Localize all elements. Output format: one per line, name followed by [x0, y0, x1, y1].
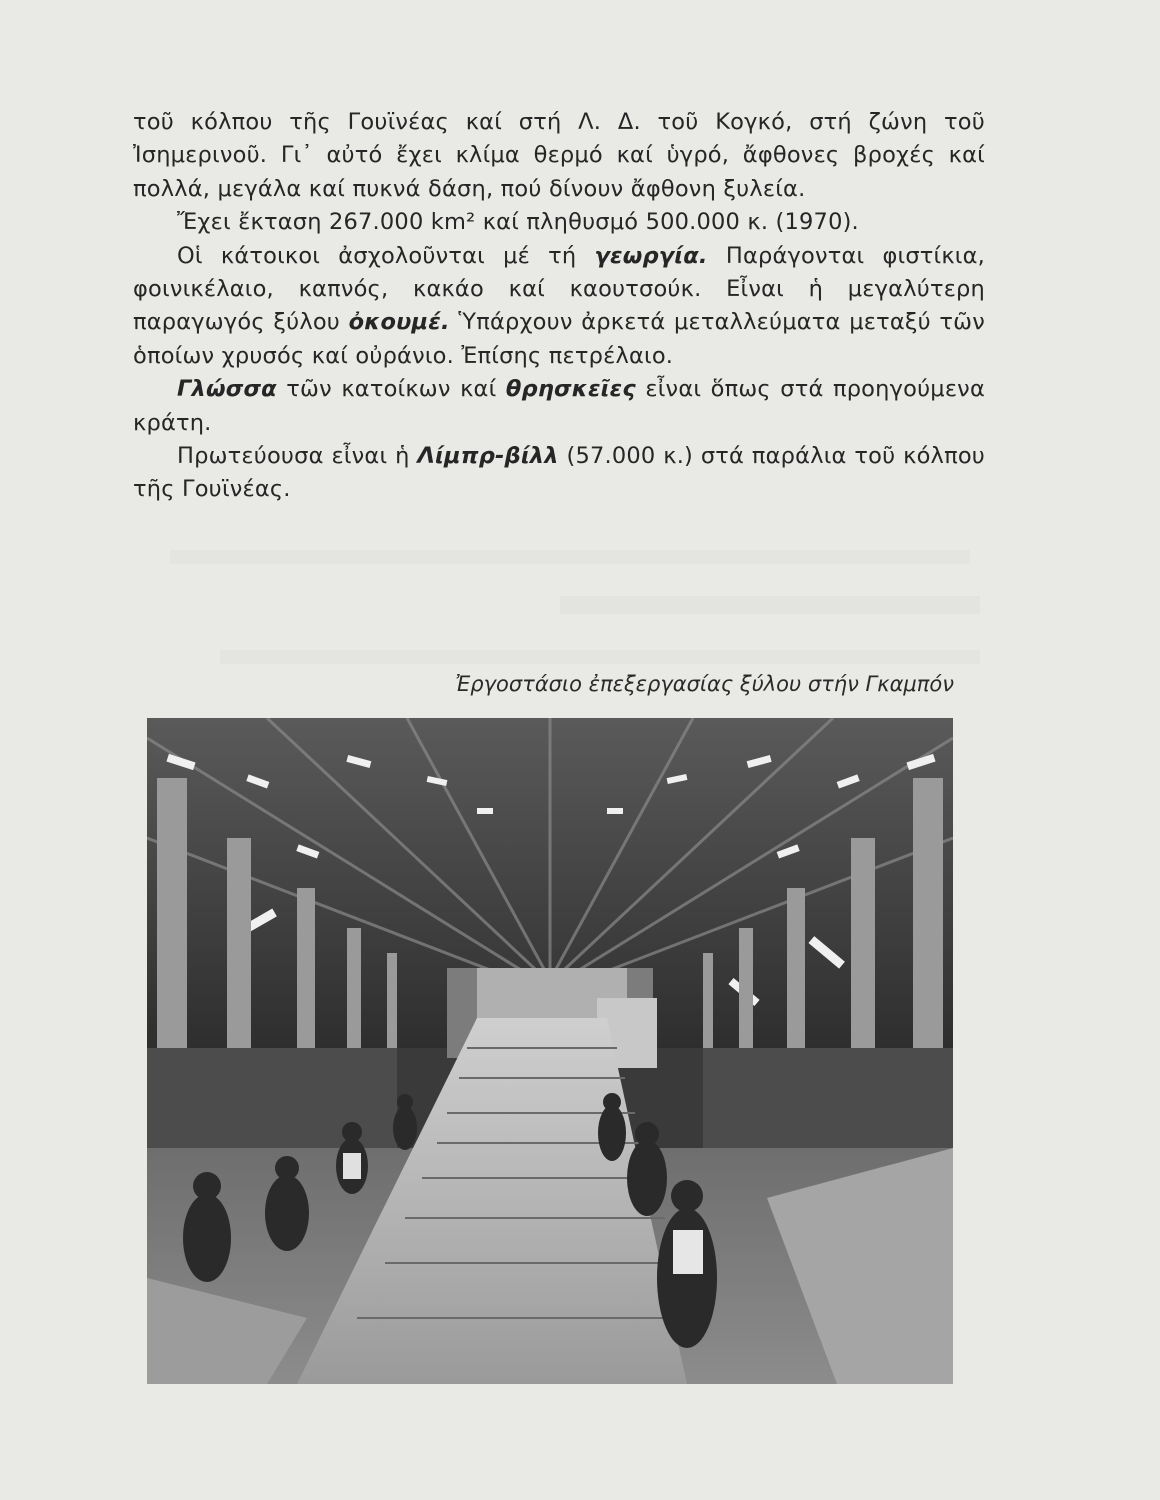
text-run: (57.000 κ.) στά παράλια τοῦ κόλπου τῆς Γουϊνέας.	[133, 443, 985, 503]
factory-interior-image	[147, 718, 953, 1384]
paragraph	[133, 440, 985, 507]
bleed-through-shadow	[170, 550, 970, 564]
text-run: τοῦ κόλπου τῆς Γουϊνέας καί στή Λ. Δ. τοῦ Κογκό, στή ζώνη τοῦ Ἰσημερινοῦ. Γι᾿ αὐτό ἔχει κλίμα θερμό καί ὑγρό, ἄφθονες βροχές καί πολλά, μεγάλα καί πυκνά δάση, πού δίνουν ἄφθονη ξυλεία.	[133, 109, 985, 202]
text-run: Παράγονται φιστίκια, φοινικέλαιο, καπνός, κακάο καί καουτσούκ. Εἶναι ἡ μεγαλύτερη παραγωγός ξύλου	[133, 242, 985, 336]
photo-caption: Ἐργοστάσιο ἐπεξεργασίας ξύλου στήν Γκαμπόν	[455, 672, 954, 696]
text-run: Ἔχει ἔκταση 267.000 km² καί πληθυσμό 500.000 κ. (1970).	[177, 209, 859, 236]
text-run: τῶν κατοίκων καί	[276, 376, 506, 403]
emphasized-term: Λίμπρ-βίλλ	[417, 443, 559, 470]
emphasized-term: θρησκεῖες	[505, 376, 636, 403]
paragraph	[133, 206, 985, 239]
body-text	[133, 106, 985, 507]
factory-photo	[147, 718, 953, 1384]
text-run: εἶναι ὅπως στά προηγούμενα κράτη.	[133, 376, 985, 436]
text-run: Ὑπάρχουν ἀρκετά μεταλλεύματα μεταξύ τῶν ὁποίων χρυσός καί οὐράνιο. Ἐπίσης πετρέλαιο.	[133, 309, 985, 369]
emphasized-term: ὀκουμέ.	[348, 309, 450, 336]
paragraph	[133, 106, 985, 206]
bleed-through-shadow	[560, 596, 980, 614]
emphasized-term: γεωργία.	[594, 242, 708, 269]
paragraph	[133, 240, 985, 374]
text-run: Οἱ κάτοικοι ἀσχολοῦνται μέ τή	[177, 242, 595, 269]
emphasized-term: Γλώσσα	[177, 376, 277, 403]
bleed-through-shadow	[220, 650, 980, 664]
paragraph	[133, 373, 985, 440]
text-run: Πρωτεύουσα εἶναι ἡ	[177, 443, 418, 470]
